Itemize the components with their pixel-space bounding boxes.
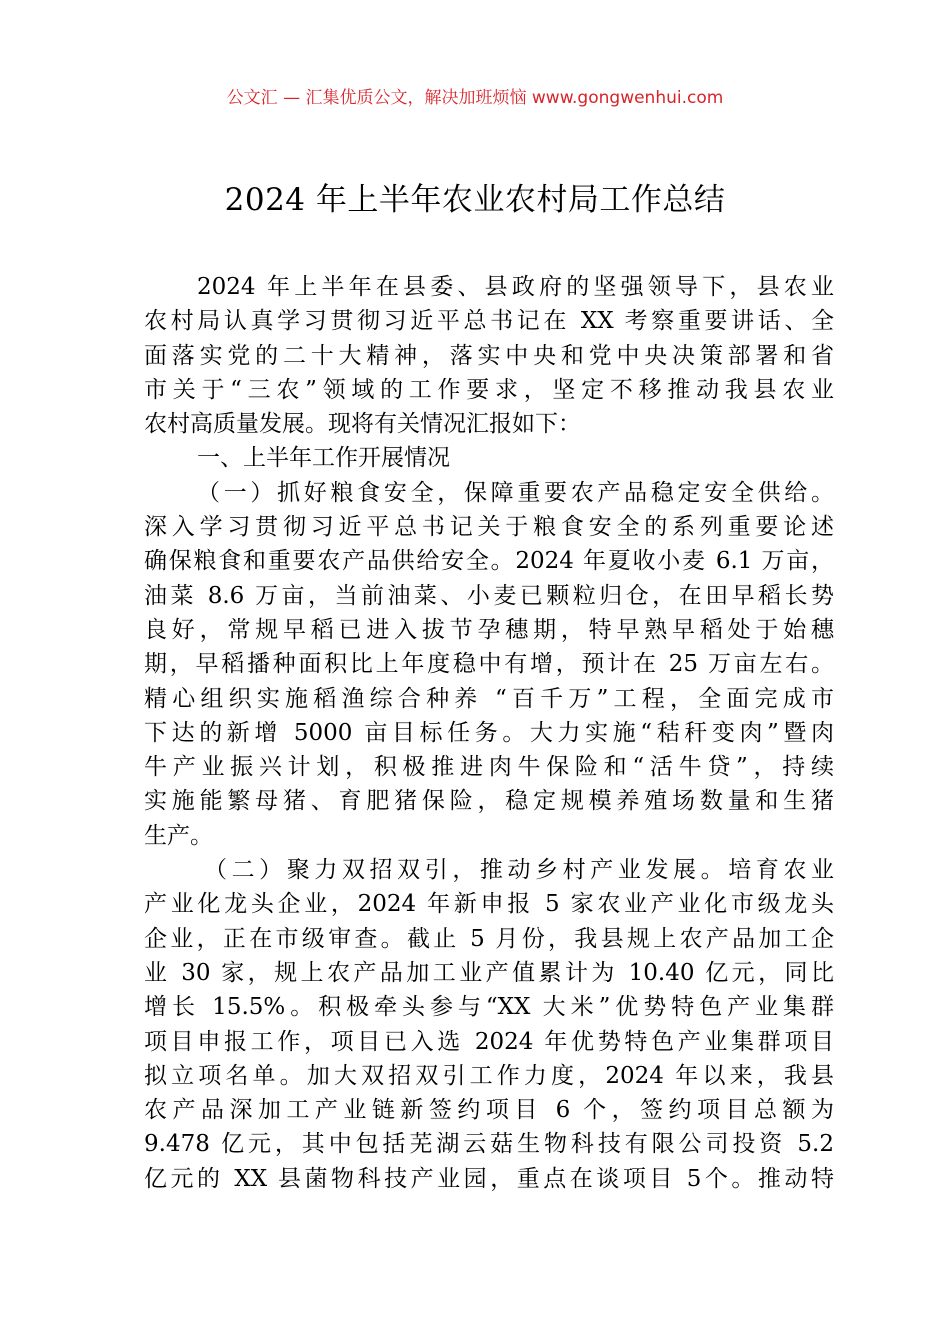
text-line: 2024 年上半年在县委、县政府的坚强领导下，县农业 (197, 274, 834, 300)
text-line: 深入学习贯彻习近平总书记关于粮食安全的系列重要论述 (144, 514, 834, 541)
text-line: 生产。 (144, 822, 213, 849)
text-line: 农村高质量发展。现将有关情况汇报如下： (144, 411, 581, 438)
text-line: 亿元的 XX 县菌物科技产业园，重点在谈项目 5个。推动特 (144, 1165, 834, 1192)
subsection-2-paragraph (144, 853, 834, 1196)
text-line: 9.478 亿元，其中包括芜湖云菇生物科技有限公司投资 5.2 (144, 1131, 834, 1158)
subsection-heading-line: （一）抓好粮食安全，保障重要农产品稳定安全供给。 (197, 479, 834, 506)
text-line: 下达的新增 5000 亩目标任务。大力实施“秸秆变肉”暨肉 (144, 719, 834, 746)
text-line: 油菜 8.6 万亩，当前油菜、小麦已颗粒归仓，在田早稻长势 (144, 582, 834, 609)
document-title: 2024 年上半年农业农村局工作总结 (224, 182, 726, 218)
text-line: 牛产业振兴计划，积极推进肉牛保险和“活牛贷”，持续 (144, 754, 834, 781)
text-line: 实施能繁母猪、育肥猪保险，稳定规模养殖场数量和生猪 (144, 788, 834, 815)
text-line: 项目申报工作，项目已入选 2024 年优势特色产业集群项目 (144, 1028, 834, 1055)
text-line: 增长 15.5%。积极牵头参与“XX 大米”优势特色产业集群 (144, 994, 834, 1021)
text-line: 业 30 家，规上农产品加工业产值累计为 10.40 亿元，同比 (144, 959, 834, 986)
text-line: 市关于“三农”领域的工作要求，坚定不移推动我县农业 (144, 376, 834, 403)
section-heading-text: 一、上半年工作开展情况 (197, 445, 450, 472)
text-line: 企业，正在市级审查。截止 5 月份，我县规上农产品加工企 (144, 925, 834, 952)
subsection-1-paragraph (144, 476, 834, 853)
text-line: 确保粮食和重要农产品供给安全。2024 年夏收小麦 6.1 万亩， (144, 548, 834, 575)
text-line: 良好，常规早稻已进入拔节孕穗期，特早熟早稻处于始穗 (144, 616, 834, 643)
text-line: 面落实党的二十大精神，落实中央和党中央决策部署和省 (144, 342, 834, 369)
text-line: 拟立项名单。加大双招双引工作力度，2024 年以来，我县 (144, 1062, 834, 1089)
text-line: 精心组织实施稻渔综合种养 “百千万”工程，全面完成市 (144, 685, 834, 712)
text-line: 期，早稻播种面积比上年度稳中有增，预计在 25 万亩左右。 (144, 651, 834, 678)
text-line: 农村局认真学习贯彻习近平总书记在 XX 考察重要讲话、全 (144, 308, 834, 335)
text-line: 农产品深加工产业链新签约项目 6 个，签约项目总额为 (144, 1097, 834, 1124)
intro-paragraph (144, 270, 834, 441)
document-body (144, 270, 834, 1196)
text-line: 产业化龙头企业，2024 年新申报 5 家农业产业化市级龙头 (144, 891, 834, 918)
site-banner: 公文汇 — 汇集优质公文，解决加班烦恼 www.gongwenhui.com (226, 88, 724, 108)
section-heading (144, 441, 834, 475)
subsection-heading-line: （二）聚力双招双引，推动乡村产业发展。培育农业 (204, 857, 834, 884)
